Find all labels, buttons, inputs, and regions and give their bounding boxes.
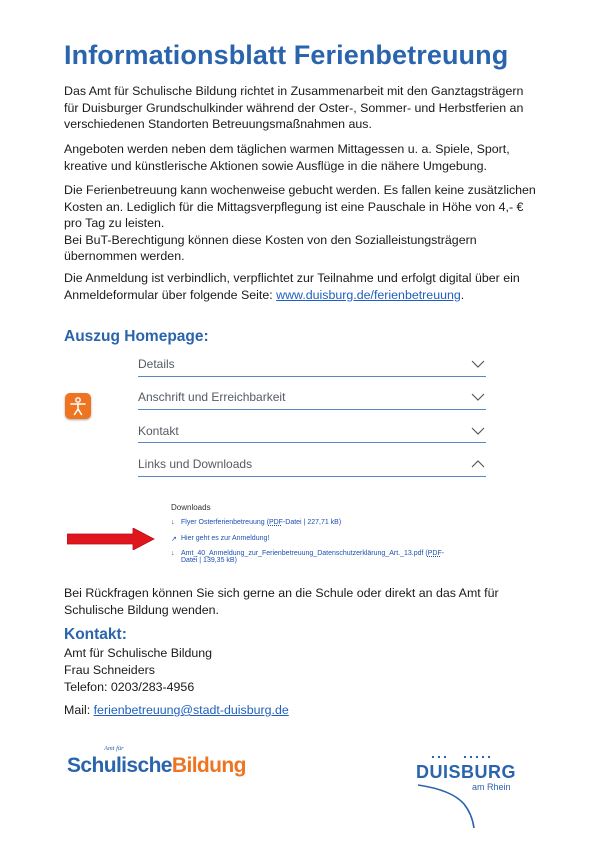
paragraph-line: für Duisburger Grundschulkinder während der Oster-, Sommer- und Herbstferien an [64, 100, 524, 115]
download-text: - [441, 550, 445, 557]
duisburg-logo [412, 752, 522, 832]
download-flyer-link[interactable] [171, 519, 341, 526]
contact-office: Amt für Schulische Bildung [64, 646, 213, 660]
paragraph-line: verschiedenen Standorten Betreuungsmaßnahmen aus. [64, 117, 372, 132]
logo-text: am Rhein [472, 782, 511, 792]
accordion-label: Anschrift und Erreichbarkeit [138, 390, 286, 404]
intro-paragraph [64, 83, 554, 133]
accordion-label: Kontakt [138, 424, 179, 438]
red-arrow-icon [67, 528, 155, 550]
download-arrow-icon: ↓ [171, 519, 175, 526]
chevron-up-icon [471, 459, 485, 469]
paragraph-line: Kosten an. Lediglich für die Mittagsverpflegung ist eine Pauschale in Höhe von 4,- € [64, 199, 524, 214]
registration-link[interactable] [171, 535, 269, 543]
mail-link[interactable]: ferienbetreuung@stadt-duisburg.de [93, 703, 289, 717]
accordion-item-contact[interactable] [138, 409, 486, 443]
paragraph-line: pro Tag zu leisten. [64, 216, 165, 231]
costs-paragraph [64, 182, 554, 265]
download-text: -Datei | 227,71 kB) [282, 519, 342, 526]
contact-heading: Kontakt: [64, 626, 127, 643]
accordion-item-details[interactable] [138, 343, 486, 377]
downloads-heading: Downloads [171, 503, 211, 512]
contact-phone: Telefon: 0203/283-4956 [64, 680, 195, 694]
chevron-down-icon [471, 426, 485, 436]
accordion-label: Details [138, 357, 175, 371]
ferienbetreuung-link[interactable]: www.duisburg.de/ferienbetreuung [276, 287, 461, 302]
paragraph-line [64, 287, 554, 304]
download-text: Datei | 139,35 kB) [181, 557, 237, 564]
schulische-bildung-logo [67, 745, 247, 785]
download-arrow-icon: ↓ [171, 550, 175, 557]
paragraph-line: Bei BuT-Berechtigung können diese Kosten von den Sozialleistungsträgern [64, 232, 477, 247]
offer-paragraph [64, 141, 554, 174]
chevron-down-icon [471, 359, 485, 369]
contact-person: Frau Schneiders [64, 663, 155, 677]
logo-text: Schulische [67, 754, 172, 777]
paragraph-line: übernommen werden. [64, 249, 185, 264]
accordion-item-links-downloads[interactable] [138, 443, 486, 477]
paragraph-text: Anmeldeformular über folgende Seite: [64, 287, 277, 302]
page-title: Informationsblatt Ferienbetreuung [64, 40, 509, 70]
homepage-extract-heading: Auszug Homepage: [64, 328, 209, 345]
paragraph-line: Schulische Bildung wenden. [64, 602, 219, 617]
paragraph-line: Die Anmeldung ist verbindlich, verpflichtet zur Teilnahme und erfolgt digital über ein [64, 271, 520, 285]
person-icon [68, 396, 88, 416]
paragraph-line: Bei Rückfragen können Sie sich gerne an die Schule oder direkt an das Amt für [64, 586, 499, 600]
logo-text: Bildung [171, 754, 246, 777]
accordion-item-address[interactable] [138, 376, 486, 410]
download-text: PDF [268, 519, 283, 526]
logo-text: DUISBURG [416, 762, 517, 782]
download-datenschutz-link[interactable] [171, 550, 444, 564]
chevron-down-icon [471, 392, 485, 402]
paragraph-text: . [460, 287, 465, 302]
download-text: Amt_40_Anmeldung_zur_Ferienbetreuung_Datenschutzerklärung_Art._13.pdf ( [181, 550, 428, 557]
registration-paragraph [64, 270, 554, 303]
questions-paragraph [64, 585, 554, 618]
paragraph-line: Angeboten werden neben dem täglichen warmen Mittagessen u. a. Spiele, Sport, [64, 142, 510, 156]
contact-mail [64, 703, 289, 717]
logo-text [67, 754, 246, 778]
download-text: Flyer Osterferienbetreuung ( [181, 519, 269, 526]
download-text: PDF [427, 550, 442, 557]
download-text: Hier geht es zur Anmeldung! [181, 535, 270, 542]
accordion-label: Links und Downloads [138, 457, 253, 471]
external-link-icon: ↗ [171, 536, 177, 543]
mail-label: Mail: [64, 703, 94, 717]
accessibility-icon[interactable] [65, 393, 91, 419]
logo-text: Amt für [104, 745, 124, 752]
paragraph-line: kreative und künstlerische Aktionen sowie Ausflüge in die nähere Umgebung. [64, 158, 487, 173]
paragraph-line: Die Ferienbetreuung kann wochenweise gebucht werden. Es fallen keine zusätzlichen [64, 183, 536, 197]
paragraph-line: Das Amt für Schulische Bildung richtet in Zusammenarbeit mit den Ganztagsträgern [64, 84, 524, 98]
